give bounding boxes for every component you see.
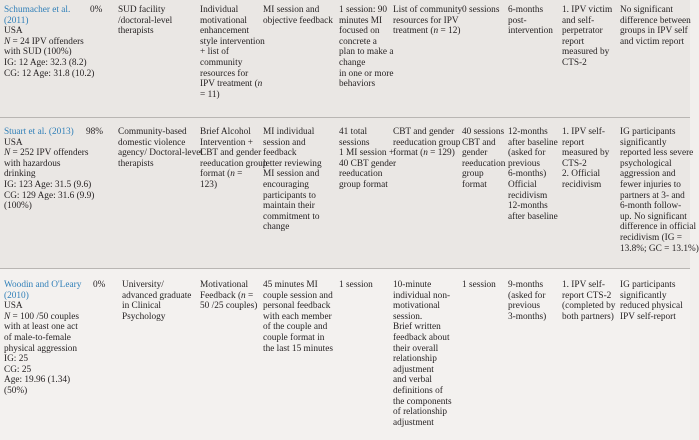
results-line: reported less severe <box>620 148 694 159</box>
study-cell <box>4 280 88 397</box>
follow-up-line: after baseline <box>508 211 558 222</box>
mi-components-line: objective feedback <box>263 15 333 26</box>
intervention-line: resources for <box>200 68 249 79</box>
control-line: adjustment <box>393 364 434 375</box>
control-line: of relationship <box>393 407 447 418</box>
measures-line: both partners) <box>562 311 614 322</box>
control-line: and verbal <box>393 375 432 386</box>
mi-components-line: with each member <box>263 311 332 322</box>
mi-components-cell <box>263 5 339 26</box>
intervention-line: style intervention <box>200 36 265 47</box>
results-line: and victim report <box>620 36 685 47</box>
mi-dose-line: 1 session <box>339 280 373 290</box>
follow-up-line: 9-months <box>508 280 544 290</box>
mi-components-line: personal feedback <box>263 301 331 312</box>
mi-components-line: 45 minutes MI <box>263 280 318 290</box>
design-line: CG: 25 <box>4 364 32 375</box>
intervention-line: community <box>200 57 243 68</box>
mi-components-line: feedback <box>263 148 297 159</box>
mi-dose-line: concrete a <box>339 36 377 47</box>
results-cell <box>620 5 690 47</box>
mi-components-line: MI session and <box>263 5 320 15</box>
setting-cell <box>118 127 203 169</box>
results-line: difference in official <box>620 222 697 233</box>
intervention-line: + list of <box>200 47 230 58</box>
control-dose-line: gender <box>462 148 488 159</box>
setting-line: Psychology <box>122 311 166 322</box>
results-cell <box>620 280 690 322</box>
control-line: their overall <box>393 343 439 354</box>
measures-line: 2. Official <box>562 169 601 180</box>
control-line: motivational <box>393 301 440 312</box>
follow-up-line: (asked for <box>508 290 546 301</box>
results-line: IG participants <box>620 127 676 137</box>
setting-cell <box>118 5 198 37</box>
percent-cell <box>86 127 112 138</box>
mi-dose-line: in one or more <box>339 68 394 79</box>
results-line: 13.8%; GC = 13.1%) <box>620 243 699 254</box>
percent-value: 0% <box>93 280 106 290</box>
mi-components-line: couple format in <box>263 332 325 343</box>
mi-dose-line: change <box>339 57 366 68</box>
mi-components-cell <box>263 127 339 233</box>
setting-line: domestic violence <box>118 137 186 148</box>
control-line: reeducation group <box>393 137 461 148</box>
measures-line: report CTS-2 <box>562 290 612 301</box>
follow-up-line: intervention <box>508 26 553 37</box>
measures-line: CTS-2 <box>562 158 587 169</box>
setting-line: University/ <box>122 280 164 290</box>
control-line: Brief written <box>393 322 441 333</box>
results-line: partners at 3- and <box>620 190 685 201</box>
mi-components-line: MI session and <box>263 169 320 180</box>
percent-value: 98% <box>86 127 104 137</box>
measures-line: CTS-2 <box>562 57 587 68</box>
control-line: individual non- <box>393 290 451 301</box>
measures-line: 1. IPV self- <box>562 280 605 290</box>
design-line: USA <box>4 301 23 312</box>
mi-components-line: the last 15 minutes <box>263 343 333 354</box>
mi-dose-line: behaviors <box>339 79 376 90</box>
table-row <box>0 0 690 117</box>
measures-line: (completed by <box>562 301 616 312</box>
design-line: (50%) <box>4 385 28 396</box>
mi-dose-line: focused on <box>339 26 380 37</box>
follow-up-line: Official <box>508 179 537 190</box>
intervention-line: enhancement <box>200 26 250 37</box>
measures-line: report <box>562 137 585 148</box>
design-line: CG: 12 Age: 31.8 (10.2) <box>4 68 95 79</box>
percent-value: 0% <box>90 5 103 15</box>
control-line: CBT and gender <box>393 127 455 137</box>
results-line: No significant <box>620 5 673 15</box>
mi-dose-line: 40 CBT gender <box>339 158 397 169</box>
control-cell <box>393 5 463 37</box>
design-line: USA <box>4 26 23 37</box>
follow-up-line: 6-months <box>508 5 544 15</box>
setting-line: SUD facility <box>118 5 166 15</box>
design-line: drinking <box>4 169 36 180</box>
control-line: the components <box>393 396 452 407</box>
mi-dose-line: reeducation <box>339 169 383 180</box>
results-line: significantly <box>620 137 667 148</box>
results-line: IG participants <box>620 280 676 290</box>
setting-line: in Clinical <box>122 301 161 312</box>
mi-dose-line: group format <box>339 179 388 190</box>
measures-line: measured by <box>562 148 610 159</box>
design-line: (100%) <box>4 201 32 212</box>
results-line: aggression and <box>620 169 676 180</box>
mi-dose-line: 1 session: 90 <box>339 5 388 15</box>
setting-line: therapists <box>118 158 154 169</box>
mi-components-line: MI individual <box>263 127 315 137</box>
control-line: feedback about <box>393 332 450 343</box>
design-line: with at least one act <box>4 322 78 333</box>
measures-cell <box>562 280 620 322</box>
mi-components-line: encouraging <box>263 179 309 190</box>
results-line: psychological <box>620 158 672 169</box>
follow-up-line: after baseline <box>508 137 558 148</box>
mi-dose-cell <box>339 280 399 291</box>
results-line: IPV self-report <box>620 311 676 322</box>
design-line: CG: 129 Age: 31.6 (9.9) <box>4 190 95 201</box>
setting-line: Community-based <box>118 127 187 137</box>
control-dose-cell <box>462 5 510 16</box>
follow-up-line: recidivism <box>508 190 548 201</box>
mi-dose-cell <box>339 5 399 90</box>
control-dose-cell <box>462 127 510 191</box>
design-line: of male-to-female <box>4 332 71 343</box>
table-row <box>0 269 690 440</box>
results-cell <box>620 127 699 254</box>
design-line: Age: 19.96 (1.34) <box>4 375 71 386</box>
follow-up-line: 12-months <box>508 201 548 212</box>
intervention-line: reeducation group <box>200 158 268 169</box>
mi-components-line: participants to <box>263 190 316 201</box>
mi-components-line: couple session and <box>263 290 333 301</box>
control-line: session. <box>393 311 423 322</box>
mi-components-cell <box>263 280 339 354</box>
intervention-line: CBT and gender <box>200 148 262 159</box>
mi-dose-line: sessions <box>339 137 370 148</box>
measures-line: recidivism <box>562 179 602 190</box>
percent-cell <box>93 280 119 291</box>
control-cell <box>393 280 463 428</box>
results-line: groups in IPV self <box>620 26 688 37</box>
intervention-line: Brief Alcohol <box>200 127 251 137</box>
intervention-line: motivational <box>200 15 247 26</box>
intervention-line: 123) <box>200 179 218 190</box>
results-line: reduced physical <box>620 301 683 312</box>
follow-up-line: 6-months) <box>508 169 547 180</box>
follow-up-line: post- <box>508 15 527 26</box>
measures-cell <box>562 5 620 69</box>
follow-up-cell <box>508 127 562 222</box>
study-author-link[interactable]: (2011) <box>4 15 29 26</box>
mi-components-line: change <box>263 222 290 233</box>
mi-dose-line: 1 MI session + <box>339 148 395 159</box>
table-row <box>0 118 699 268</box>
mi-dose-line: minutes MI <box>339 15 383 26</box>
results-line: up. No significant <box>620 211 687 222</box>
design-line: N = 100 /50 couples <box>4 311 79 322</box>
control-line: format (n = 129) <box>393 148 455 159</box>
control-dose-line: 40 sessions <box>462 127 505 137</box>
follow-up-line: previous <box>508 301 541 312</box>
control-line: relationship <box>393 354 437 365</box>
follow-up-line: (asked for <box>508 148 546 159</box>
control-line: List of community <box>393 5 463 15</box>
setting-line: advanced graduate <box>122 290 192 301</box>
control-dose-cell <box>462 280 510 291</box>
mi-dose-line: 41 total <box>339 127 368 137</box>
control-line: resources for IPV <box>393 15 459 26</box>
intervention-cell <box>200 280 266 312</box>
setting-cell <box>122 280 202 322</box>
control-dose-line: reeducation <box>462 158 506 169</box>
results-line: significantly <box>620 290 667 301</box>
control-line: treatment (n = 12) <box>393 26 461 37</box>
mi-dose-cell <box>339 127 399 191</box>
setting-line: /doctoral-level <box>118 15 173 26</box>
control-line: 10-minute <box>393 280 432 290</box>
measures-line: 1. IPV victim <box>562 5 613 15</box>
design-line: with hazardous <box>4 158 61 169</box>
measures-line: and self- <box>562 15 595 26</box>
design-line: physical aggression <box>4 343 78 354</box>
intervention-line: Motivational <box>200 280 249 290</box>
control-line: definitions of <box>393 385 443 396</box>
design-line: IG: 123 Age: 31.5 (9.6) <box>4 179 92 190</box>
follow-up-line: 12-months <box>508 127 548 137</box>
intervention-line: IPV treatment (n <box>200 79 263 90</box>
intervention-line: Feedback (n = <box>200 290 254 301</box>
results-line: fewer injuries to <box>620 179 681 190</box>
mi-dose-line: plan to make a <box>339 47 394 58</box>
measures-cell <box>562 127 620 191</box>
design-line: IG: 12 Age: 32.3 (8.2) <box>4 57 87 68</box>
follow-up-line: previous <box>508 158 541 169</box>
mi-components-line: commitment to <box>263 211 320 222</box>
measures-line: perpetrator <box>562 26 603 37</box>
measures-line: measured by <box>562 47 610 58</box>
results-line: recidivism (IG = <box>620 232 683 243</box>
intervention-cell <box>200 127 266 191</box>
study-author-link[interactable]: Woodin and O'Leary <box>4 280 82 290</box>
study-author-link[interactable]: Schumacher et al. <box>4 5 71 15</box>
control-line: adjustment <box>393 417 434 428</box>
study-author-link[interactable]: (2010) <box>4 290 29 301</box>
intervention-line: Intervention + <box>200 137 254 148</box>
control-dose-line: 1 session <box>462 280 496 290</box>
control-cell <box>393 127 463 159</box>
intervention-line: Individual <box>200 5 239 15</box>
intervention-cell <box>200 5 266 100</box>
measures-line: 1. IPV self- <box>562 127 605 137</box>
mi-components-line: letter reviewing <box>263 158 322 169</box>
mi-components-line: maintain their <box>263 201 315 212</box>
mi-components-line: of the couple and <box>263 322 328 333</box>
results-line: 6-month follow- <box>620 201 682 212</box>
design-line: USA <box>4 137 23 148</box>
control-dose-line: 0 sessions <box>462 5 500 15</box>
follow-up-cell <box>508 5 562 37</box>
intervention-line: = 11) <box>200 89 220 100</box>
control-dose-line: CBT and <box>462 137 496 148</box>
intervention-line: format (n = <box>200 169 243 180</box>
intervention-line: 50 /25 couples) <box>200 301 258 312</box>
design-line: N = 252 IPV offenders <box>4 148 89 159</box>
mi-components-line: session and <box>263 137 306 148</box>
design-line: with SUD (100%) <box>4 47 72 58</box>
control-dose-line: group <box>462 169 484 180</box>
study-cell <box>4 5 95 79</box>
control-dose-line: format <box>462 179 487 190</box>
percent-cell <box>90 5 116 16</box>
study-author-link[interactable]: Stuart et al. (2013) <box>4 127 74 137</box>
results-line: difference between <box>620 15 691 26</box>
setting-line: agency/ Doctoral-level <box>118 148 203 159</box>
follow-up-cell <box>508 280 562 322</box>
measures-line: report <box>562 36 585 47</box>
design-line: N = 24 IPV offenders <box>4 36 84 47</box>
follow-up-line: 3-months) <box>508 311 547 322</box>
design-line: IG: 25 <box>4 354 29 365</box>
setting-line: therapists <box>118 26 154 37</box>
